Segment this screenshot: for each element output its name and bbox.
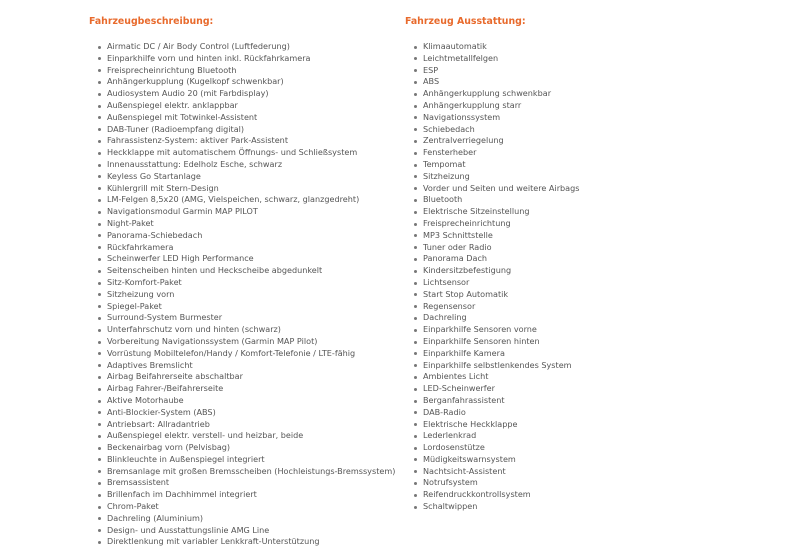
feature-list-item: Start Stop Automatik <box>414 289 705 301</box>
feature-list-item: Bremsassistent <box>98 477 389 489</box>
feature-list-item: Innenausstattung: Edelholz Esche, schwarz <box>98 159 389 171</box>
feature-list-item: Müdigkeitswarnsystem <box>414 454 705 466</box>
feature-list-item: ESP <box>414 65 705 77</box>
feature-list-item: Notrufsystem <box>414 477 705 489</box>
feature-list-item: Scheinwerfer LED High Performance <box>98 253 389 265</box>
feature-list-item: Heckklappe mit automatischem Öffnungs- und Schließsystem <box>98 147 389 159</box>
feature-list-item: Blinkleuchte in Außenspiegel integriert <box>98 454 389 466</box>
vehicle-equipment-section <box>405 16 705 513</box>
feature-list-item: Aktive Motorhaube <box>98 395 389 407</box>
feature-list-item: Außenspiegel mit Totwinkel-Assistent <box>98 112 389 124</box>
feature-list-item: Lordosenstütze <box>414 442 705 454</box>
feature-list-item: Fahrassistenz-System: aktiver Park-Assistent <box>98 135 389 147</box>
feature-list-item: Airmatic DC / Air Body Control (Luftfederung) <box>98 41 389 53</box>
feature-list-item: Tuner oder Radio <box>414 242 705 254</box>
feature-list-item: Einparkhilfe Kamera <box>414 348 705 360</box>
feature-list-item: Tempomat <box>414 159 705 171</box>
feature-list-item: Kindersitzbefestigung <box>414 265 705 277</box>
feature-list-item: ABS <box>414 76 705 88</box>
feature-list-item: Panorama-Schiebedach <box>98 230 389 242</box>
feature-list-item: Zentralverriegelung <box>414 135 705 147</box>
feature-list-item: Bremsanlage mit großen Bremsscheiben (Hochleistungs-Bremssystem) <box>98 466 389 478</box>
feature-list-item: Elektrische Heckklappe <box>414 419 705 431</box>
feature-list-item: Navigationsmodul Garmin MAP PILOT <box>98 206 389 218</box>
feature-list-item: Anhängerkupplung (Kugelkopf schwenkbar) <box>98 76 389 88</box>
feature-list-item: Surround-System Burmester <box>98 312 389 324</box>
feature-list-item: DAB-Radio <box>414 407 705 419</box>
feature-list-item: DAB-Tuner (Radioempfang digital) <box>98 124 389 136</box>
vehicle-description-section <box>89 16 396 548</box>
feature-list-item: Vorrüstung Mobiltelefon/Handy / Komfort-Telefonie / LTE-fähig <box>98 348 389 360</box>
feature-list-item: Keyless Go Startanlage <box>98 171 389 183</box>
feature-list-item: Spiegel-Paket <box>98 301 389 313</box>
vehicle-description-list <box>89 41 396 548</box>
feature-list-item: Einparkhilfe selbstlenkendes System <box>414 360 705 372</box>
feature-list-item: Schiebedach <box>414 124 705 136</box>
feature-list-item: Audiosystem Audio 20 (mit Farbdisplay) <box>98 88 389 100</box>
feature-list-item: Panorama Dach <box>414 253 705 265</box>
feature-list-item: Kühlergrill mit Stern-Design <box>98 183 389 195</box>
feature-list-item: Fensterheber <box>414 147 705 159</box>
feature-list-item: MP3 Schnittstelle <box>414 230 705 242</box>
feature-list-item: Anhängerkupplung starr <box>414 100 705 112</box>
feature-list-item: Einparkhilfe Sensoren vorne <box>414 324 705 336</box>
feature-list-item: Sitzheizung <box>414 171 705 183</box>
feature-list-item: Sitz-Komfort-Paket <box>98 277 389 289</box>
feature-list-item: Dachreling (Aluminium) <box>98 513 389 525</box>
feature-list-item: Ambientes Licht <box>414 371 705 383</box>
feature-list-item: Navigationssystem <box>414 112 705 124</box>
feature-list-item: Night-Paket <box>98 218 389 230</box>
feature-list-item: Nachtsicht-Assistent <box>414 466 705 478</box>
feature-list-item: Lederlenkrad <box>414 430 705 442</box>
feature-list-item: Rückfahrkamera <box>98 242 389 254</box>
feature-list-item: Berganfahrassistent <box>414 395 705 407</box>
feature-list-item: Beckenairbag vorn (Pelvisbag) <box>98 442 389 454</box>
feature-list-item: Airbag Beifahrerseite abschaltbar <box>98 371 389 383</box>
feature-list-item: Unterfahrschutz vorn und hinten (schwarz) <box>98 324 389 336</box>
feature-list-item: Freisprecheinrichtung Bluetooth <box>98 65 389 77</box>
feature-list-item: Regensensor <box>414 301 705 313</box>
feature-list-item: Anhängerkupplung schwenkbar <box>414 88 705 100</box>
feature-list-item: Adaptives Bremslicht <box>98 360 389 372</box>
feature-list-item: Antriebsart: Allradantrieb <box>98 419 389 431</box>
feature-list-item: Freisprecheinrichtung <box>414 218 705 230</box>
feature-list-item: Außenspiegel elektr. anklappbar <box>98 100 389 112</box>
feature-list-item: Reifendruckkontrollsystem <box>414 489 705 501</box>
feature-list-item: Klimaautomatik <box>414 41 705 53</box>
feature-list-item: Vorder und Seiten und weitere Airbags <box>414 183 705 195</box>
feature-list-item: Anti-Blockier-System (ABS) <box>98 407 389 419</box>
feature-list-item: Außenspiegel elektr. verstell- und heizbar, beide <box>98 430 389 442</box>
vehicle-equipment-list <box>405 41 705 513</box>
feature-list-item: Sitzheizung vorn <box>98 289 389 301</box>
feature-list-item: Elektrische Sitzeinstellung <box>414 206 705 218</box>
feature-list-item: Direktlenkung mit variabler Lenkkraft-Unterstützung <box>98 536 389 548</box>
vehicle-description-heading: Fahrzeugbeschreibung: <box>89 16 214 27</box>
feature-list-item: Airbag Fahrer-/Beifahrerseite <box>98 383 389 395</box>
feature-list-item: Lichtsensor <box>414 277 705 289</box>
feature-list-item: LED-Scheinwerfer <box>414 383 705 395</box>
feature-list-item: Brillenfach im Dachhimmel integriert <box>98 489 389 501</box>
feature-list-item: Chrom-Paket <box>98 501 389 513</box>
feature-list-item: Leichtmetallfelgen <box>414 53 705 65</box>
feature-list-item: LM-Felgen 8,5x20 (AMG, Vielspeichen, schwarz, glanzgedreht) <box>98 194 389 206</box>
feature-list-item: Einparkhilfe vorn und hinten inkl. Rückfahrkamera <box>98 53 389 65</box>
vehicle-equipment-heading: Fahrzeug Ausstattung: <box>405 16 526 27</box>
feature-list-item: Einparkhilfe Sensoren hinten <box>414 336 705 348</box>
feature-list-item: Seitenscheiben hinten und Heckscheibe abgedunkelt <box>98 265 389 277</box>
feature-list-item: Design- und Ausstattungslinie AMG Line <box>98 525 389 537</box>
feature-list-item: Vorbereitung Navigationssystem (Garmin MAP Pilot) <box>98 336 389 348</box>
feature-list-item: Bluetooth <box>414 194 705 206</box>
feature-list-item: Dachreling <box>414 312 705 324</box>
feature-list-item: Schaltwippen <box>414 501 705 513</box>
